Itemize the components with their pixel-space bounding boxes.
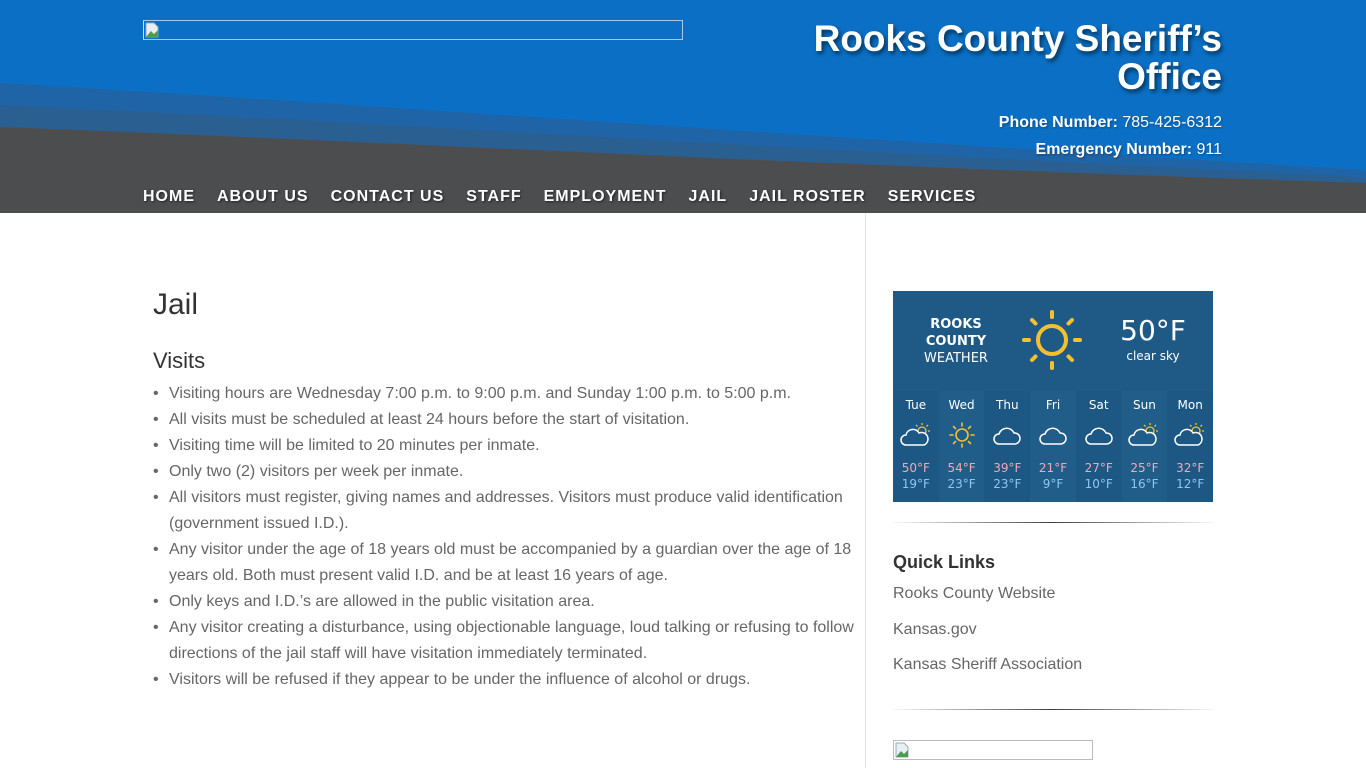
- cloud-icon: [992, 422, 1022, 448]
- header-logo-image[interactable]: [143, 20, 683, 40]
- cloud-icon: [1038, 422, 1068, 448]
- list-item: • Visitors will be refused if they appear to be under the influence of alcohol or drugs.: [153, 667, 863, 693]
- contact-info: [999, 109, 1222, 163]
- sidebar-divider: [893, 709, 1213, 710]
- partly-cloudy-icon: [1174, 422, 1206, 448]
- quick-links-title: Quick Links: [893, 552, 996, 572]
- nav-services[interactable]: SERVICES: [887, 188, 977, 205]
- weather-location-line1: ROOKS: [930, 317, 982, 332]
- forecast-day: [1122, 391, 1168, 502]
- forecast-low: 10°F: [1084, 477, 1113, 491]
- forecast-low: 19°F: [901, 477, 930, 491]
- section-title-visits: Visits: [153, 348, 206, 373]
- nav-jail-roster[interactable]: JAIL ROSTER: [749, 188, 866, 205]
- sidebar-divider: [893, 522, 1213, 523]
- forecast-day: [893, 391, 939, 502]
- forecast-day-name: Fri: [1045, 398, 1061, 412]
- weather-location-line3: WEATHER: [924, 351, 988, 366]
- forecast-day: [939, 391, 985, 502]
- sidebar-image[interactable]: [893, 740, 1093, 760]
- nav-about-us[interactable]: ABOUT US: [217, 188, 309, 205]
- forecast-low: 12°F: [1176, 477, 1205, 491]
- forecast-day-name: Thu: [996, 398, 1019, 412]
- forecast-day-name: Tue: [905, 398, 927, 412]
- forecast-high: 27°F: [1084, 461, 1113, 475]
- site-header: [0, 0, 1366, 213]
- emergency-number: [999, 136, 1222, 163]
- forecast-day: [1030, 391, 1076, 502]
- list-item: • Any visitor creating a disturbance, using objectionable language, loud talking or refusing to follow directions of the jail staff will have visitation immediately terminated.: [153, 615, 863, 667]
- content-sidebar-divider: [865, 213, 866, 768]
- link-kansas-sheriff-association[interactable]: Kansas Sheriff Association: [893, 656, 1083, 673]
- site-title: [742, 20, 1222, 96]
- partly-cloudy-icon: [900, 422, 932, 448]
- list-item: • Any visitor under the age of 18 years old must be accompanied by a guardian over the age of 18 years old. Both must present valid I.D. and be at least 16 years of age.: [153, 537, 863, 589]
- broken-image-icon: [895, 742, 909, 758]
- forecast-low: 23°F: [993, 477, 1022, 491]
- forecast-low: 9°F: [1042, 477, 1064, 491]
- nav-jail[interactable]: JAIL: [688, 188, 728, 205]
- forecast-high: 21°F: [1038, 461, 1068, 475]
- weather-location: [913, 316, 999, 367]
- current-temperature: 50°F: [1120, 314, 1186, 347]
- forecast-day-name: Wed: [948, 398, 975, 412]
- forecast-high: 50°F: [901, 461, 930, 475]
- main-content: [153, 285, 863, 693]
- emergency-label: Emergency Number:: [1035, 141, 1193, 158]
- forecast-high: 54°F: [947, 461, 976, 475]
- weather-location-line2: COUNTY: [925, 334, 987, 349]
- forecast-high: 25°F: [1130, 461, 1159, 475]
- page-title: Jail: [153, 288, 199, 321]
- weekly-forecast: [893, 391, 1213, 502]
- main-nav: [143, 186, 998, 208]
- list-item: • Only two (2) visitors per week per inmate.: [153, 459, 863, 485]
- weather-widget[interactable]: [893, 291, 1213, 502]
- link-kansas-gov[interactable]: Kansas.gov: [893, 620, 977, 638]
- forecast-high: 39°F: [993, 461, 1022, 475]
- list-item: • All visitors must register, giving names and addresses. Visitors must produce valid identification (government issued I.D.).: [153, 485, 863, 537]
- link-rooks-county-website[interactable]: Rooks County Website: [893, 585, 1056, 602]
- forecast-day-name: Sat: [1088, 398, 1109, 412]
- nav-employment[interactable]: EMPLOYMENT: [543, 188, 667, 205]
- list-item: • All visits must be scheduled at least 24 hours before the start of visitation.: [153, 407, 863, 433]
- forecast-low: 23°F: [947, 477, 976, 491]
- phone-value: 785-425-6312: [1122, 114, 1222, 131]
- phone-label: Phone Number:: [998, 114, 1118, 131]
- emergency-value: 911: [1196, 141, 1222, 158]
- cloud-icon: [1084, 422, 1114, 448]
- sun-icon: [1021, 309, 1083, 371]
- site-title-line2: Office: [1117, 56, 1222, 97]
- visit-rules-list: [153, 381, 863, 693]
- quick-links-list: [893, 584, 1082, 691]
- sun-icon: [948, 422, 976, 448]
- forecast-day: [1076, 391, 1122, 502]
- list-item: • Visiting time will be limited to 20 minutes per inmate.: [153, 433, 863, 459]
- forecast-day: [984, 391, 1030, 502]
- forecast-high: 32°F: [1176, 461, 1205, 475]
- partly-cloudy-icon: [1128, 422, 1160, 448]
- broken-image-icon: [145, 22, 159, 38]
- phone-number: [999, 109, 1222, 136]
- nav-staff[interactable]: STAFF: [466, 188, 522, 205]
- nav-contact-us[interactable]: CONTACT US: [330, 188, 445, 205]
- list-item: • Only keys and I.D.’s are allowed in the public visitation area.: [153, 589, 863, 615]
- forecast-day-name: Mon: [1177, 398, 1203, 412]
- forecast-day-name: Sun: [1133, 398, 1156, 412]
- forecast-day: [1167, 391, 1213, 502]
- forecast-low: 16°F: [1130, 477, 1159, 491]
- current-conditions: clear sky: [1126, 349, 1180, 363]
- site-title-line1: Rooks County Sheriff’s: [813, 18, 1222, 59]
- nav-home[interactable]: HOME: [143, 188, 195, 205]
- list-item: • Visiting hours are Wednesday 7:00 p.m. to 9:00 p.m. and Sunday 1:00 p.m. to 5:00 p.m.: [153, 381, 863, 407]
